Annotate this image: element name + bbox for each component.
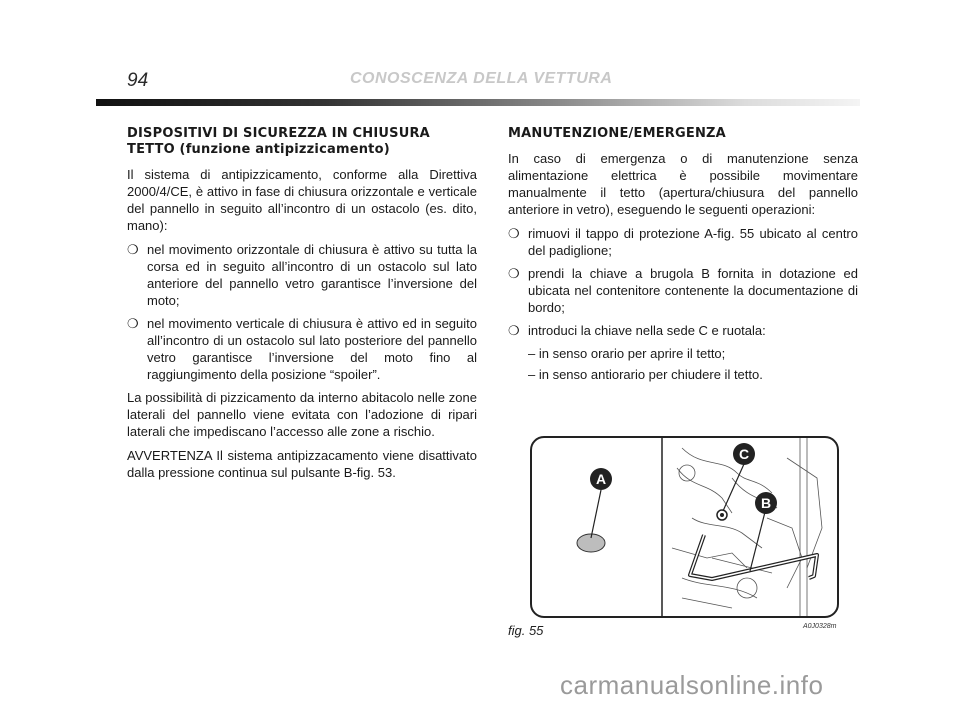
label-c-text: C	[738, 446, 750, 462]
header-rule	[96, 99, 860, 106]
warning-paragraph: AVVERTENZA Il sistema antipizzacamento viene disattivato dalla pressione continua sul pulsante B-fig. 53.	[127, 448, 477, 480]
bullet-text: introduci la chiave nella sede C e ruotala:	[528, 323, 766, 338]
mechanism-sketch	[672, 438, 822, 616]
figure-caption: fig. 55	[508, 623, 544, 638]
bullet-text: prendi la chiave a brugola B fornita in dotazione ed ubicata nel contenitore contenente la documentazione di bordo;	[528, 266, 858, 315]
emergency-intro-paragraph: In caso di emergenza o di manutenzione senza alimentazione elettrica è possibile movimentare manualmente il tetto (apertura/chiusura del pannello anteriore in vetro), eseguendo le seguenti operazioni:	[508, 151, 858, 217]
intro-paragraph: Il sistema di antipizzicamento, conforme alla Direttiva 2000/4/CE, è attivo in fase di chiusura orizzontale e verticale del pannello in seguito all’incontro di un ostacolo (es. dito, mano):	[127, 167, 477, 233]
bullet-text: nel movimento orizzontale di chiusura è attivo su tutta la corsa ed in seguito all’incontro di un ostacolo sul lato anteriore del pannello vetro garantisce l’inversione del moto;	[147, 242, 477, 308]
label-a-text: A	[595, 471, 607, 487]
key-socket-center	[720, 513, 724, 517]
section-title-antipinch	[127, 126, 477, 158]
bullet-item	[508, 265, 858, 316]
bullet-icon: ❍	[508, 323, 520, 338]
bullet-item	[508, 322, 858, 339]
leader-line-b	[750, 512, 765, 571]
bullet-item	[127, 241, 477, 309]
dash-item-clockwise: – in senso orario per aprire il tetto;	[528, 346, 726, 361]
figure-code: A0J0328m	[803, 623, 837, 630]
bullet-icon: ❍	[508, 226, 520, 241]
bullet-text: rimuovi il tappo di protezione A-fig. 55 ubicato al centro del padiglione;	[528, 226, 858, 258]
lateral-protection-paragraph: La possibilità di pizzicamento da interno abitacolo nelle zone laterali del pannello viene evitata con l’adozione di ripari laterali che impediscano l’accesso alle zone a rischio.	[127, 390, 477, 439]
running-head: CONOSCENZA DELLA VETTURA	[350, 70, 613, 87]
bullet-icon: ❍	[127, 316, 139, 331]
right-column	[508, 126, 858, 387]
bullet-icon: ❍	[127, 242, 139, 257]
label-b-text: B	[760, 495, 772, 511]
title-line-2: TETTO (funzione antipizzicamento)	[127, 142, 390, 157]
bullet-item	[508, 225, 858, 259]
label-b	[755, 492, 777, 514]
left-column	[127, 126, 477, 488]
title-line-1: DISPOSITIVI DI SICUREZZA IN CHIUSURA	[127, 126, 430, 141]
figure-illustration	[532, 438, 837, 616]
bullet-item	[127, 315, 477, 383]
dash-item-counterclockwise: – in senso antiorario per chiudere il tetto.	[528, 367, 763, 382]
leader-line-a	[591, 490, 601, 538]
page-number: 94	[127, 70, 149, 91]
label-a	[590, 468, 612, 490]
section-title-maintenance: MANUTENZIONE/EMERGENZA	[508, 126, 726, 141]
figure-55	[530, 436, 839, 618]
bullet-text: nel movimento verticale di chiusura è attivo ed in seguito all’incontro di un ostacolo sul lato posteriore del pannello vetro garantisce l’inversione del moto fino al raggiungimento della posizione “spoiler”.	[147, 316, 477, 382]
label-c	[733, 443, 755, 465]
bullet-icon: ❍	[508, 266, 520, 281]
watermark: carmanualsonline.info	[560, 670, 824, 700]
